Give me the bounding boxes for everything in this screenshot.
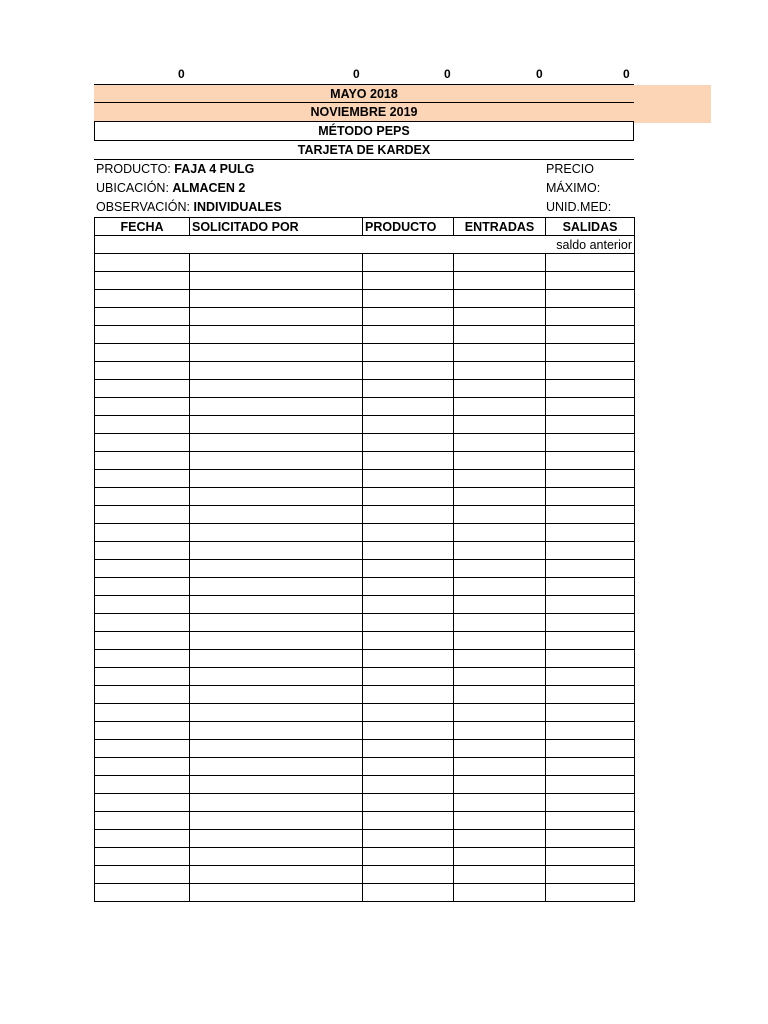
table-cell[interactable] [363, 362, 454, 380]
table-cell[interactable] [546, 542, 635, 560]
table-cell[interactable] [454, 362, 546, 380]
table-row[interactable] [95, 686, 635, 704]
table-cell[interactable] [546, 740, 635, 758]
table-cell[interactable] [190, 830, 363, 848]
top-value: 0 [536, 67, 543, 81]
table-cell[interactable] [95, 704, 190, 722]
table-cell[interactable] [454, 776, 546, 794]
table-cell[interactable] [363, 866, 454, 884]
table-cell[interactable] [546, 596, 635, 614]
table-cell[interactable] [363, 740, 454, 758]
table-cell[interactable] [190, 434, 363, 452]
table-cell[interactable] [190, 524, 363, 542]
table-cell[interactable] [454, 614, 546, 632]
table-cell[interactable] [190, 470, 363, 488]
table-row[interactable] [95, 650, 635, 668]
kardex-table [94, 217, 635, 902]
table-cell[interactable] [363, 326, 454, 344]
table-row[interactable] [95, 704, 635, 722]
table-cell[interactable] [454, 740, 546, 758]
method-title: MÉTODO PEPS [94, 122, 634, 141]
table-cell[interactable] [454, 578, 546, 596]
table-cell[interactable] [546, 578, 635, 596]
table-cell[interactable] [190, 776, 363, 794]
table-row[interactable] [95, 542, 635, 560]
table-cell[interactable] [454, 308, 546, 326]
table-cell[interactable] [95, 812, 190, 830]
table-cell[interactable] [363, 830, 454, 848]
month-end: NOVIEMBRE 2019 [94, 103, 634, 122]
table-cell[interactable] [363, 578, 454, 596]
top-value: 0 [444, 67, 451, 81]
table-cell[interactable] [546, 416, 635, 434]
table-row[interactable] [95, 794, 635, 812]
table-cell[interactable] [454, 488, 546, 506]
table-cell[interactable] [363, 704, 454, 722]
table-cell[interactable] [95, 308, 190, 326]
table-cell[interactable] [546, 362, 635, 380]
info-row-product [94, 160, 634, 179]
table-row[interactable] [95, 488, 635, 506]
table-cell[interactable] [454, 758, 546, 776]
top-value: 0 [623, 67, 630, 81]
column-header-salidas: SALIDAS [546, 218, 635, 236]
table-row[interactable] [95, 326, 635, 344]
table-row[interactable] [95, 776, 635, 794]
table-cell[interactable] [546, 848, 635, 866]
table-cell[interactable] [454, 686, 546, 704]
previous-balance-row [95, 236, 635, 254]
table-cell[interactable] [363, 344, 454, 362]
table-cell[interactable] [95, 758, 190, 776]
table-cell[interactable] [190, 326, 363, 344]
table-row[interactable] [95, 308, 635, 326]
table-cell[interactable] [190, 488, 363, 506]
table-cell[interactable] [190, 560, 363, 578]
table-cell[interactable] [546, 632, 635, 650]
table-cell[interactable] [546, 488, 635, 506]
table-row[interactable] [95, 722, 635, 740]
table-cell[interactable] [546, 290, 635, 308]
top-value: 0 [178, 67, 185, 81]
table-cell[interactable] [546, 884, 635, 902]
column-header-solicitado: SOLICITADO POR [190, 218, 363, 236]
table-cell[interactable] [454, 866, 546, 884]
table-row[interactable] [95, 254, 635, 272]
table-cell[interactable] [190, 542, 363, 560]
table-cell[interactable] [190, 866, 363, 884]
table-row[interactable] [95, 740, 635, 758]
table-cell[interactable] [95, 488, 190, 506]
table-cell[interactable] [546, 380, 635, 398]
table-cell[interactable] [190, 452, 363, 470]
table-cell[interactable] [363, 506, 454, 524]
table-cell[interactable] [95, 416, 190, 434]
table-cell[interactable] [454, 794, 546, 812]
unit-label: UNID.MED: [546, 200, 612, 214]
table-cell[interactable] [546, 686, 635, 704]
table-row[interactable] [95, 416, 635, 434]
table-row[interactable] [95, 848, 635, 866]
table-cell[interactable] [190, 848, 363, 866]
table-cell[interactable] [546, 794, 635, 812]
table-cell[interactable] [546, 758, 635, 776]
table-cell[interactable] [363, 776, 454, 794]
table-cell[interactable] [454, 344, 546, 362]
table-cell[interactable] [454, 326, 546, 344]
table-cell[interactable] [363, 416, 454, 434]
column-header-entradas: ENTRADAS [454, 218, 546, 236]
table-row[interactable] [95, 758, 635, 776]
table-cell[interactable] [190, 380, 363, 398]
table-row[interactable] [95, 596, 635, 614]
kardex-sheet [94, 66, 634, 902]
table-cell[interactable] [95, 560, 190, 578]
table-cell[interactable] [363, 632, 454, 650]
table-cell[interactable] [190, 632, 363, 650]
month-start: MAYO 2018 [94, 84, 634, 103]
table-cell[interactable] [95, 254, 190, 272]
table-cell[interactable] [454, 704, 546, 722]
column-header-fecha: FECHA [95, 218, 190, 236]
table-cell[interactable] [95, 794, 190, 812]
table-cell[interactable] [363, 812, 454, 830]
location-value: ALMACEN 2 [172, 181, 246, 195]
table-cell[interactable] [95, 740, 190, 758]
table-cell[interactable] [190, 686, 363, 704]
table-cell[interactable] [363, 722, 454, 740]
table-row[interactable] [95, 362, 635, 380]
table-cell[interactable] [454, 542, 546, 560]
table-cell[interactable] [363, 524, 454, 542]
table-cell[interactable] [95, 362, 190, 380]
table-cell[interactable] [190, 704, 363, 722]
table-cell[interactable] [95, 632, 190, 650]
table-cell[interactable] [190, 794, 363, 812]
table-cell[interactable] [190, 290, 363, 308]
table-cell[interactable] [454, 722, 546, 740]
table-cell[interactable] [95, 470, 190, 488]
table-row[interactable] [95, 470, 635, 488]
product-value: FAJA 4 PULG [174, 162, 255, 176]
table-cell[interactable] [95, 326, 190, 344]
table-row[interactable] [95, 452, 635, 470]
table-cell[interactable] [190, 596, 363, 614]
table-cell[interactable] [454, 398, 546, 416]
table-cell[interactable] [95, 578, 190, 596]
table-cell[interactable] [454, 452, 546, 470]
table-cell[interactable] [454, 524, 546, 542]
table-cell[interactable] [546, 524, 635, 542]
table-row[interactable] [95, 578, 635, 596]
table-cell[interactable] [454, 272, 546, 290]
table-cell[interactable] [546, 344, 635, 362]
max-label: MÁXIMO: [546, 181, 601, 195]
table-cell[interactable] [363, 308, 454, 326]
table-cell[interactable] [190, 362, 363, 380]
table-cell[interactable] [454, 560, 546, 578]
table-cell[interactable] [546, 470, 635, 488]
table-cell[interactable] [363, 848, 454, 866]
table-cell[interactable] [95, 380, 190, 398]
table-cell[interactable] [190, 812, 363, 830]
column-header-producto: PRODUCTO [363, 218, 454, 236]
location-label: UBICACIÓN: [96, 181, 169, 195]
table-cell[interactable] [546, 614, 635, 632]
table-cell[interactable] [95, 650, 190, 668]
table-cell[interactable] [363, 884, 454, 902]
table-cell[interactable] [363, 560, 454, 578]
table-cell[interactable] [454, 848, 546, 866]
table-cell[interactable] [363, 254, 454, 272]
table-row[interactable] [95, 380, 635, 398]
table-cell[interactable] [363, 614, 454, 632]
table-cell[interactable] [546, 650, 635, 668]
table-row[interactable] [95, 614, 635, 632]
table-cell[interactable] [363, 380, 454, 398]
table-cell[interactable] [190, 254, 363, 272]
table-row[interactable] [95, 632, 635, 650]
info-row-observation [94, 198, 634, 217]
table-cell[interactable] [190, 344, 363, 362]
table-cell[interactable] [546, 812, 635, 830]
table-cell[interactable] [546, 326, 635, 344]
table-cell[interactable] [95, 848, 190, 866]
table-cell[interactable] [363, 650, 454, 668]
table-cell[interactable] [454, 668, 546, 686]
table-cell[interactable] [363, 488, 454, 506]
info-row-location [94, 179, 634, 198]
table-cell[interactable] [190, 578, 363, 596]
table-cell[interactable] [190, 722, 363, 740]
table-cell[interactable] [454, 254, 546, 272]
table-cell[interactable] [190, 650, 363, 668]
table-cell[interactable] [454, 632, 546, 650]
table-row[interactable] [95, 290, 635, 308]
table-cell[interactable] [95, 686, 190, 704]
table-cell[interactable] [95, 596, 190, 614]
table-cell[interactable] [363, 398, 454, 416]
table-cell[interactable] [454, 812, 546, 830]
table-cell[interactable] [454, 830, 546, 848]
table-cell[interactable] [363, 668, 454, 686]
table-cell[interactable] [454, 596, 546, 614]
table-cell[interactable] [190, 740, 363, 758]
table-row[interactable] [95, 866, 635, 884]
table-cell[interactable] [363, 470, 454, 488]
table-cell[interactable] [363, 542, 454, 560]
top-value: 0 [353, 67, 360, 81]
table-cell[interactable] [95, 668, 190, 686]
table-cell[interactable] [454, 470, 546, 488]
table-cell[interactable] [546, 272, 635, 290]
previous-balance-label: saldo anterior [546, 236, 635, 254]
table-cell[interactable] [546, 308, 635, 326]
observation-label: OBSERVACIÓN: [96, 200, 191, 214]
table-cell[interactable] [95, 542, 190, 560]
table-row[interactable] [95, 506, 635, 524]
table-cell[interactable] [95, 452, 190, 470]
table-row[interactable] [95, 830, 635, 848]
table-cell[interactable] [190, 308, 363, 326]
table-cell[interactable] [546, 722, 635, 740]
product-label: PRODUCTO: [96, 162, 171, 176]
table-row[interactable] [95, 398, 635, 416]
table-cell[interactable] [546, 560, 635, 578]
table-cell[interactable] [95, 434, 190, 452]
table-cell[interactable] [95, 272, 190, 290]
table-cell[interactable] [190, 398, 363, 416]
table-cell[interactable] [95, 614, 190, 632]
table-cell[interactable] [95, 506, 190, 524]
table-cell[interactable] [363, 758, 454, 776]
table-cell[interactable] [546, 254, 635, 272]
table-cell[interactable] [546, 506, 635, 524]
table-cell[interactable] [546, 668, 635, 686]
table-header-row [95, 218, 635, 236]
table-cell[interactable] [363, 596, 454, 614]
table-cell[interactable] [454, 506, 546, 524]
table-cell[interactable] [190, 272, 363, 290]
table-cell[interactable] [95, 290, 190, 308]
table-cell[interactable] [95, 524, 190, 542]
table-cell[interactable] [546, 704, 635, 722]
table-cell[interactable] [95, 776, 190, 794]
table-cell[interactable] [363, 452, 454, 470]
table-cell[interactable] [190, 506, 363, 524]
table-cell[interactable] [454, 290, 546, 308]
table-cell[interactable] [546, 866, 635, 884]
table-cell[interactable] [454, 650, 546, 668]
table-cell[interactable] [95, 398, 190, 416]
table-cell[interactable] [454, 416, 546, 434]
table-cell[interactable] [454, 884, 546, 902]
table-cell[interactable] [363, 434, 454, 452]
top-values-row [94, 66, 634, 84]
table-cell[interactable] [190, 614, 363, 632]
table-cell[interactable] [190, 758, 363, 776]
table-cell[interactable] [190, 668, 363, 686]
table-cell[interactable] [546, 434, 635, 452]
table-cell[interactable] [363, 686, 454, 704]
table-cell[interactable] [190, 416, 363, 434]
table-cell[interactable] [95, 830, 190, 848]
table-cell[interactable] [95, 884, 190, 902]
table-cell[interactable] [363, 794, 454, 812]
table-row[interactable] [95, 560, 635, 578]
table-cell[interactable] [546, 776, 635, 794]
table-row[interactable] [95, 668, 635, 686]
table-cell[interactable] [95, 866, 190, 884]
table-cell[interactable] [546, 398, 635, 416]
table-cell[interactable] [95, 344, 190, 362]
table-row[interactable] [95, 272, 635, 290]
table-row[interactable] [95, 884, 635, 902]
table-cell[interactable] [546, 452, 635, 470]
table-cell[interactable] [454, 380, 546, 398]
table-cell[interactable] [95, 722, 190, 740]
table-cell[interactable] [190, 884, 363, 902]
table-row[interactable] [95, 524, 635, 542]
table-cell[interactable] [363, 290, 454, 308]
table-row[interactable] [95, 434, 635, 452]
header-highlight-extension [634, 85, 711, 123]
price-label: PRECIO [546, 162, 594, 176]
table-cell[interactable] [546, 830, 635, 848]
observation-value: INDIVIDUALES [193, 200, 282, 214]
table-row[interactable] [95, 344, 635, 362]
card-title: TARJETA DE KARDEX [94, 141, 634, 160]
table-cell[interactable] [454, 434, 546, 452]
table-row[interactable] [95, 812, 635, 830]
table-cell[interactable] [363, 272, 454, 290]
